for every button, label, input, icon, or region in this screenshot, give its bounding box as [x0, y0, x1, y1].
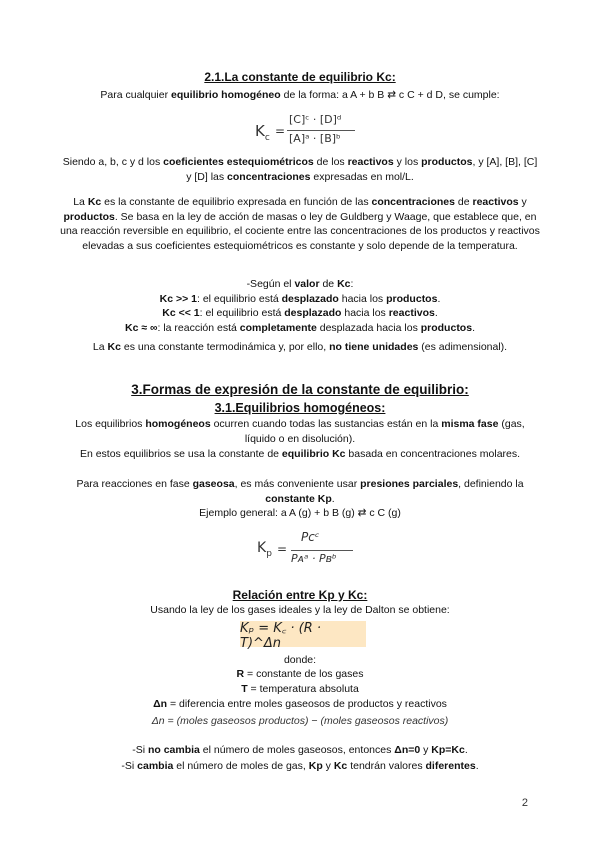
homogeneous-kc-note: En estos equilibrios se usa la constante de equilibrio Kc basada en concentraciones molares.	[79, 448, 521, 460]
kc-symbol: $K_c$	[255, 122, 270, 143]
kc-value-list	[60, 277, 540, 335]
kp-kc-relation-formula: Kₚ = K꜀ · (R · T)^Δn	[240, 621, 366, 647]
section-title-kc: 2.1.La constante de equilibrio Kc:	[204, 70, 396, 84]
relation-intro: Usando la ley de los gases ideales y la ley de Dalton se obtiene:	[150, 604, 450, 616]
general-example: Ejemplo general: a A (g) + b B (g) ⇄ c C (g)	[199, 507, 401, 519]
kc-equals: =	[275, 124, 286, 138]
kc-numerator: [C]ᶜ · [D]ᵈ	[289, 113, 342, 126]
kc-intro: Para cualquier equilibrio homogéneo de la forma: a A + b B ⇄ c C + d D, se cumple:	[100, 89, 500, 101]
page-number: 2	[521, 797, 528, 809]
where-label: donde:	[283, 654, 317, 666]
homogeneous-definition: Los equilibrios homogéneos ocurren cuando todas las sustancias están en la misma fase (gas, líquido o en disolución).	[75, 418, 525, 445]
subsection-title-homogeneous: 3.1.Equilibrios homogéneos:	[214, 401, 386, 415]
def-r: R = constante de los gases	[236, 668, 364, 680]
kp-symbol: $K_p$	[257, 540, 272, 559]
relation-title: Relación entre Kp y Kc:	[232, 588, 368, 602]
kc-definition-paragraph: Siendo a, b, c y d los coeficientes estequiométricos de los reactivos y los productos, y [A], [B], [C] y [D] las concentraciones expresadas en mol/L.	[62, 156, 538, 183]
fraction-bar	[291, 550, 353, 551]
def-delta-n: Δn = diferencia entre moles gaseosos de productos y reactivos	[153, 698, 447, 710]
change-note: -Si cambia el número de moles de gas, Kp y Kc tendrán valores diferentes.	[121, 760, 479, 772]
section-title-forms: 3.Formas de expresión de la constante de equilibrio:	[131, 382, 469, 397]
kc-greater-line: Kc >> 1: el equilibrio está desplazado hacia los productos.	[159, 292, 441, 305]
gas-phase-note: Para reacciones en fase gaseosa, es más conveniente usar presiones parciales, definiendo la constante Kp.	[76, 478, 524, 505]
delta-n-formula: Δn = (moles gaseosos productos) − (moles gaseosos reactivos)	[151, 715, 449, 727]
kp-equals: =	[277, 542, 288, 556]
kc-value-intro: -Según el valor de Kc:	[246, 278, 354, 290]
def-t: T = temperatura absoluta	[241, 683, 359, 695]
no-change-note: -Si no cambia el número de moles gaseosos, entonces Δn=0 y Kp=Kc.	[132, 744, 468, 756]
kc-infinite-line: Kc ≈ ∞: la reacción está completamente desplazada hacia los productos.	[124, 321, 475, 334]
kp-denominator: Pᴀᵃ · Pʙᵇ	[291, 552, 337, 565]
kp-formula	[257, 528, 357, 570]
kc-less-line: Kc << 1: el equilibrio está desplazado hacia los reactivos.	[162, 307, 438, 319]
kc-explanation-paragraph: La Kc es la constante de equilibrio expresada en función de las concentraciones de reactivos y productos. Se basa en la ley de acción de masas o ley de Guldberg y Waage, que establece que, en una reacción reversible en equilibrio, el cociente entre las concentraciones de los productos y reactivos elevadas a sus coeficientes estequiométricos es constante y solo depende de la temperatura.	[60, 196, 540, 252]
kc-denominator: [A]ᵃ · [B]ᵇ	[289, 132, 341, 145]
kc-units-paragraph: La Kc es una constante termodinámica y, por ello, no tiene unidades (es adimensional).	[92, 341, 508, 353]
fraction-bar	[287, 130, 355, 131]
kc-formula	[255, 112, 365, 150]
kp-numerator: Pᴄᶜ	[301, 530, 320, 544]
